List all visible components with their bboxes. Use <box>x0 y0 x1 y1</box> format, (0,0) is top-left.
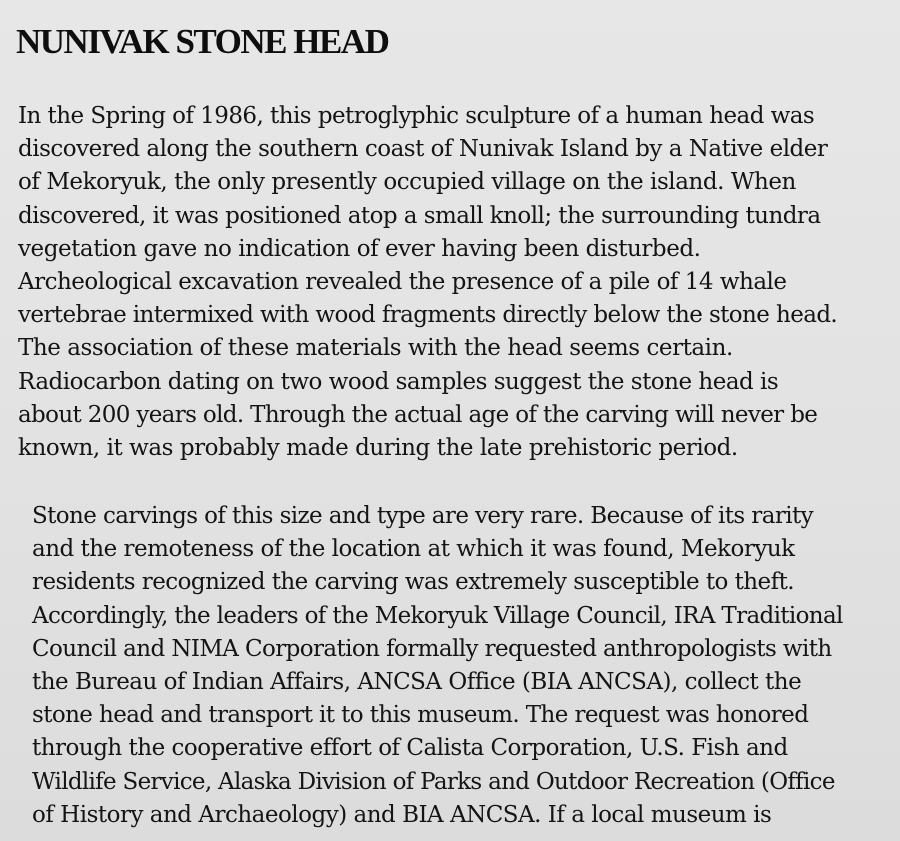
text-line: vegetation gave no indication of ever having been disturbed. <box>18 235 701 262</box>
text-line: Archeological excavation revealed the presence of a pile of 14 whale <box>18 268 787 295</box>
text-line: Stone carvings of this size and type are very rare. Because of its rarity <box>32 503 813 529</box>
text-line: Wildlife Service, Alaska Division of Parks and Outdoor Recreation (Office <box>32 768 835 795</box>
text-line: vertebrae intermixed with wood fragments directly below the stone head. <box>18 302 838 329</box>
paragraph-history <box>18 100 837 465</box>
text-line: Accordingly, the leaders of the Mekoryuk Village Council, IRA Traditional <box>32 602 843 629</box>
text-line: discovered, it was positioned atop a small knoll; the surrounding tundra <box>18 202 821 229</box>
text-line: Council and NIMA Corporation formally requested anthropologists with <box>32 635 832 662</box>
text-line: the Bureau of Indian Affairs, ANCSA Office (BIA ANCSA), collect the <box>32 668 802 695</box>
text-line: stone head and transport it to this museum. The request was honored <box>32 702 809 729</box>
text-line: known, it was probably made during the late prehistoric period. <box>18 434 738 461</box>
placard-title: NUNIVAK STONE HEAD <box>16 22 389 61</box>
text-line: about 200 years old. Through the actual age of the carving will never be <box>18 401 818 428</box>
text-line: residents recognized the carving was extremely susceptible to theft. <box>32 569 795 596</box>
text-line: of Mekoryuk, the only presently occupied village on the island. When <box>18 169 796 196</box>
text-line: through the cooperative effort of Calista Corporation, U.S. Fish and <box>32 735 788 762</box>
text-line: discovered along the southern coast of Nunivak Island by a Native elder <box>18 136 828 163</box>
paragraph-collection <box>32 500 843 832</box>
text-line: The association of these materials with the head seems certain. <box>18 335 733 362</box>
text-line: and the remoteness of the location at which it was found, Mekoryuk <box>32 536 795 563</box>
text-line: Radiocarbon dating on two wood samples suggest the stone head is <box>18 368 779 395</box>
text-line: of History and Archaeology) and BIA ANCSA. If a local museum is <box>32 801 772 828</box>
text-line: In the Spring of 1986, this petroglyphic sculpture of a human head was <box>18 103 815 129</box>
